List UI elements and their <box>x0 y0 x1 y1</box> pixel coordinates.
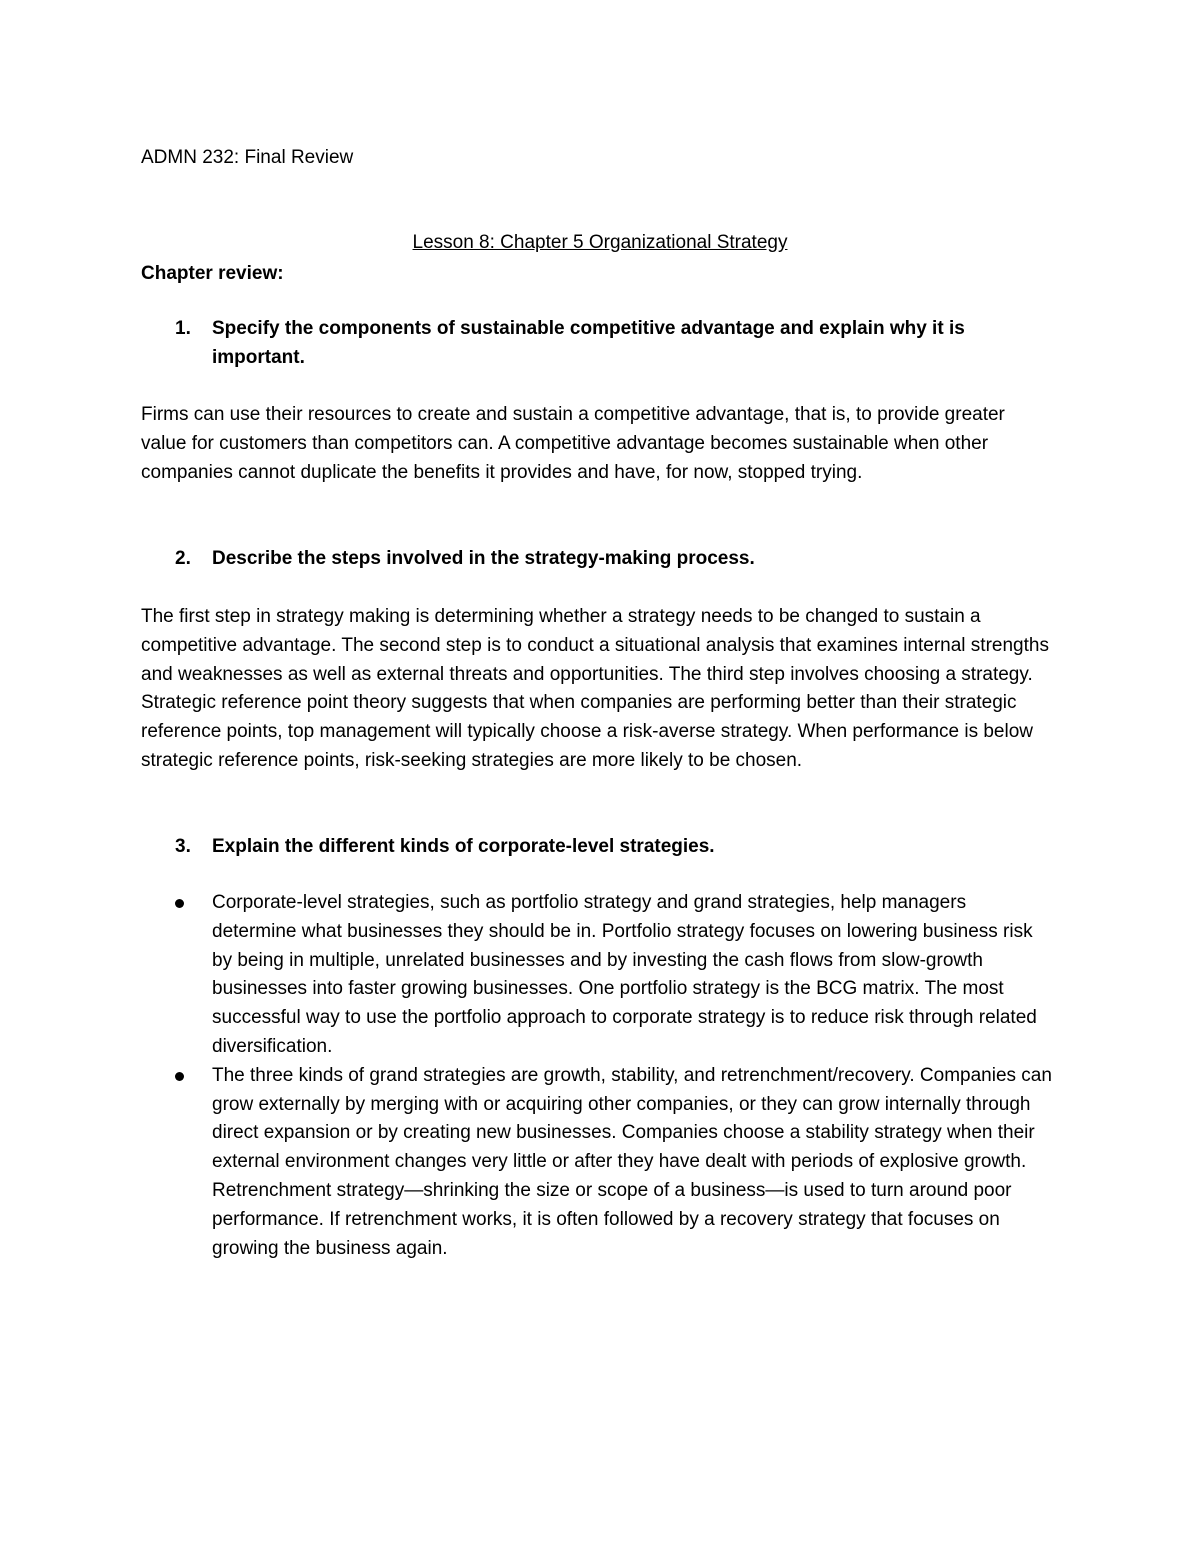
question-3 <box>141 833 1051 862</box>
bullet-text: Corporate-level strategies, such as portfolio strategy and grand strategies, help managers determine what businesses they should be in. Portfolio strategy focuses on lowering business risk by being in multiple, unrelated businesses and by investing the cash flows from slow-growth businesses into faster growing businesses. One portfolio strategy is the BCG matrix. The most successful way to use the portfolio approach to corporate strategy is to reduce risk through related diversification. <box>212 892 1037 1057</box>
bullet-dot-icon <box>175 1072 184 1081</box>
lesson-heading: Lesson 8: Chapter 5 Organizational Strategy <box>412 232 788 253</box>
answer-3-bullet-list <box>141 889 1053 1263</box>
answer-2: The first step in strategy making is determining whether a strategy needs to be changed to sustain a competitive advantage. The second step is to conduct a situational analysis that examines internal strengths and weaknesses as well as external threats and opportunities. The third step involves choosing a strategy. Strategic reference point theory suggests that when companies are performing better than their strategic reference points, top management will typically choose a risk-averse strategy. When performance is below strategic reference points, risk-seeking strategies are more likely to be chosen. <box>141 606 1049 771</box>
question-2 <box>141 545 1051 574</box>
question-1-text: Specify the components of sustainable competitive advantage and explain why it is important. <box>212 318 965 368</box>
question-2-number: 2. <box>175 548 191 569</box>
question-1-number: 1. <box>175 318 191 339</box>
question-2-text: Describe the steps involved in the strategy-making process. <box>212 548 755 569</box>
document-title: ADMN 232: Final Review <box>141 147 354 168</box>
list-item <box>141 889 1053 1062</box>
list-item <box>141 1062 1053 1264</box>
question-3-number: 3. <box>175 836 191 857</box>
bullet-dot-icon <box>175 899 184 908</box>
question-3-text: Explain the different kinds of corporate-level strategies. <box>212 836 715 857</box>
chapter-review-label: Chapter review: <box>141 263 284 284</box>
bullet-text: The three kinds of grand strategies are growth, stability, and retrenchment/recovery. Companies can grow externally by merging with or acquiring other companies, or they can grow internally through direct expansion or by creating new businesses. Companies choose a stability strategy when their external environment changes very little or after they have dealt with periods of explosive growth. Retrenchment strategy—shrinking the size or scope of a business—is used to turn around poor performance. If retrenchment works, it is often followed by a recovery strategy that focuses on growing the business again. <box>212 1064 1052 1259</box>
answer-1: Firms can use their resources to create and sustain a competitive advantage, that is, to provide greater value for customers than competitors can. A competitive advantage becomes sustainable when other companies cannot duplicate the benefits it provides and have, for now, stopped trying. <box>141 404 1005 483</box>
question-1 <box>141 315 1051 372</box>
